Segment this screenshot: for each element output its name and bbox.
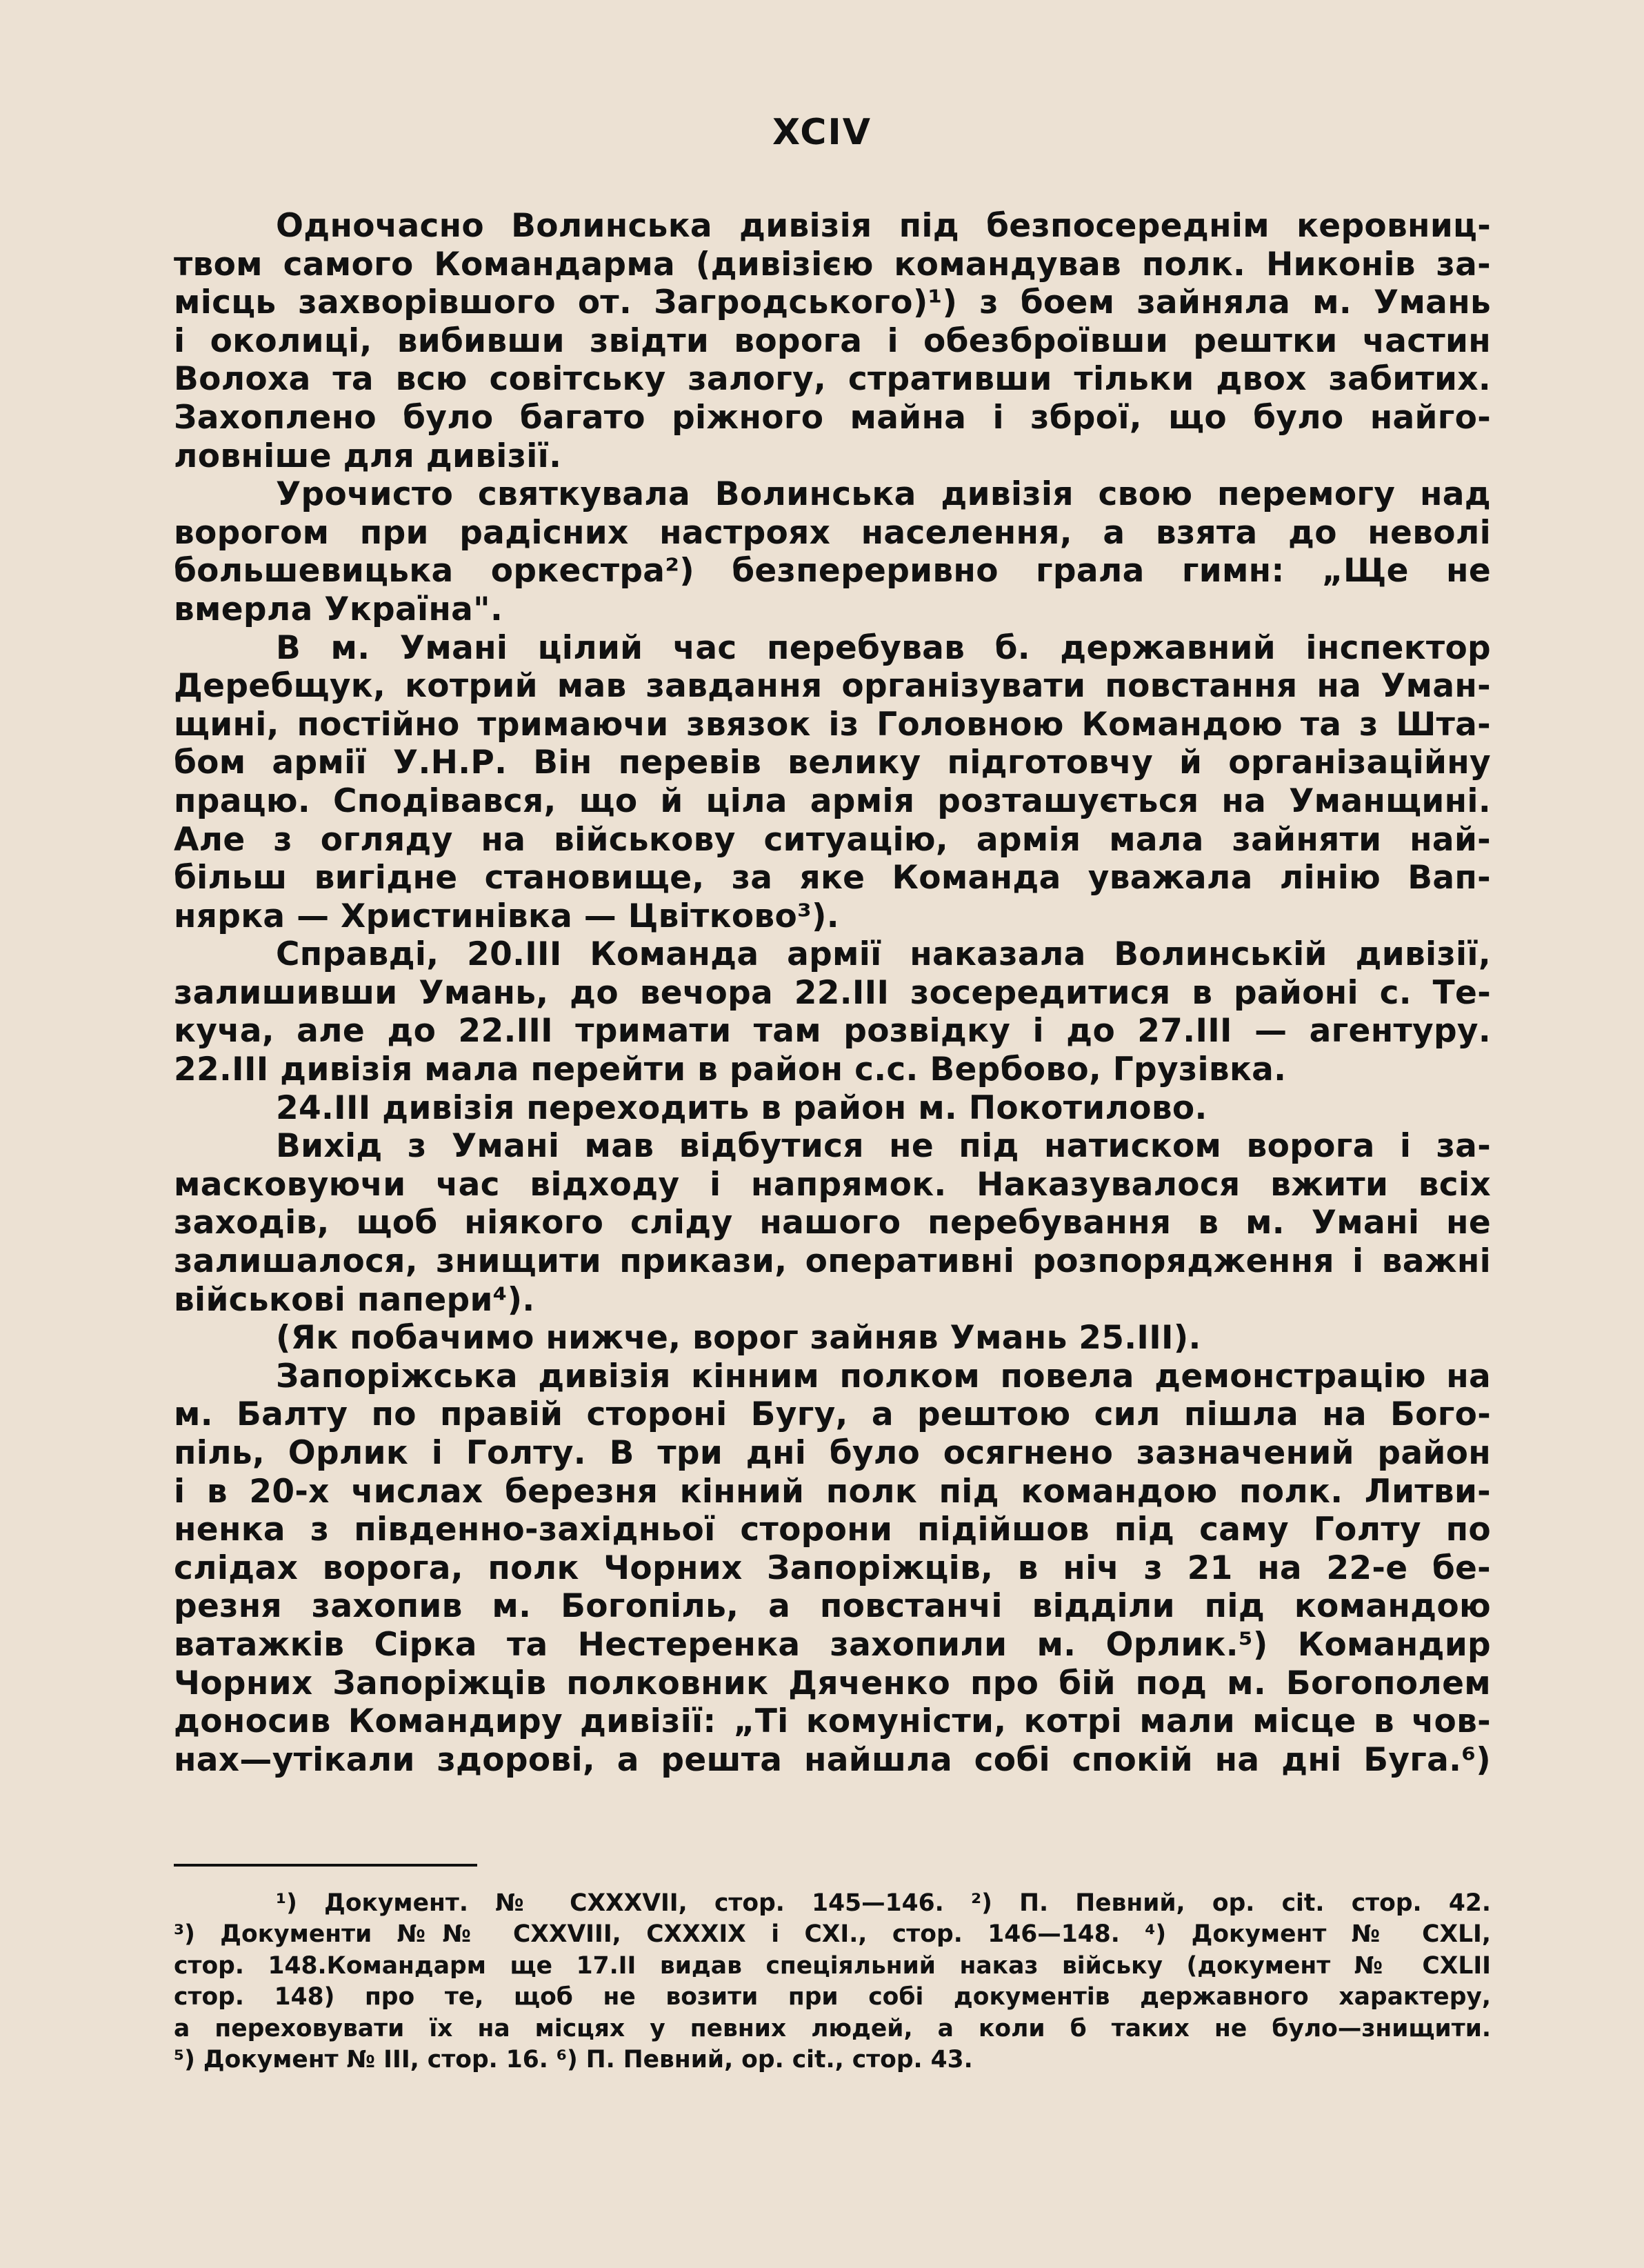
footnote-separator	[174, 1864, 477, 1867]
text-line: Захоплено було багато ріжного майна і зброї, що було найго-	[174, 398, 1491, 437]
text-line: Справді, 20.III Команда армії наказала Волинській дивізії,	[276, 935, 1491, 974]
text-line: ватажків Сірка та Нестеренка захопили м. Орлик.⁵) Командир	[174, 1625, 1491, 1664]
text-line: більш вигідне становище, за яке Команда уважала лінію Вап-	[174, 859, 1491, 897]
footnote-line: ¹) Документ. № CXXXVII, стор. 145—146. ²) П. Певний, ор. cit. стор. 42.	[276, 1889, 1491, 1917]
text-line: ненка з південно-західньої сторони підійшов під саму Голту по	[174, 1511, 1491, 1549]
text-line: 24.III дивізія переходить в район м. Покотилово.	[276, 1088, 1207, 1127]
body-text	[174, 207, 1491, 1779]
text-line: військові папери⁴).	[174, 1280, 535, 1319]
text-line: нярка — Христинівка — Цвітково³).	[174, 897, 839, 935]
text-line: слідах ворога, полк Чорних Запоріжців, в ніч з 21 на 22-е бе-	[174, 1549, 1491, 1587]
text-line: нах—утікали здорові, а решта найшла собі спокій на дні Буга.⁶)	[174, 1740, 1491, 1779]
text-line: Але з огляду на військову ситуацію, армія мала зайняти най-	[174, 820, 1491, 859]
text-line: Чорних Запоріжців полковник Дяченко про бій под м. Богополем	[174, 1664, 1491, 1702]
text-line: резня захопив м. Богопіль, а повстанчі відділи під командою	[174, 1587, 1491, 1626]
text-line: 22.III дивізія мала перейти в район с.с. Вербово, Грузівка.	[174, 1051, 1287, 1089]
footnote-line: стор. 148) про те, щоб не возити при собі документів державного характеру,	[174, 1983, 1491, 2011]
text-line: залишивши Умань, до вечора 22.III зосередитися в районі с. Те-	[174, 973, 1491, 1012]
text-line: Волоха та всю совітську залогу, стративши тільки двох забитих.	[174, 360, 1491, 399]
text-line: місць захворівшого от. Загродського)¹) з боем зайняла м. Умань	[174, 284, 1491, 322]
text-line: большевицька оркестра²) безпереривно грала гимн: „Ще не	[174, 552, 1491, 590]
page-number: XCIV	[772, 112, 872, 153]
text-line: Одночасно Волинська дивізія під безпосереднім керовниц-	[276, 207, 1491, 245]
text-line: доносив Командиру дивізії: „Ті комуністи, котрі мали місце в чов-	[174, 1702, 1491, 1741]
text-line: Урочисто святкувала Волинська дивізія свою перемогу над	[276, 475, 1491, 514]
text-line: і в 20-х числах березня кінний полк під командою полк. Литви-	[174, 1472, 1491, 1511]
text-line: вмерла Україна".	[174, 590, 503, 628]
text-line: піль, Орлик і Голту. В три дні було осягнено зазначений район	[174, 1434, 1491, 1472]
text-line: ловніше для дивізії.	[174, 437, 562, 475]
footnote-line: ⁵) Документ № III, стор. 16. ⁶) П. Певний, ор. cit., стор. 43.	[174, 2045, 973, 2073]
footnote-line: а переховувати їх на місцях у певних людей, а коли б таких не було—знищити.	[174, 2014, 1491, 2042]
footnote-line: ³) Документи №№ CXXVIII, CXXXIX і CXI., стор. 146—148. ⁴) Документ № CXLI,	[174, 1920, 1491, 1949]
text-line: заходів, щоб ніякого сліду нашого перебування в м. Умані не	[174, 1204, 1491, 1242]
text-line: Вихід з Умані мав відбутися не під натиском ворога і за-	[276, 1127, 1491, 1166]
text-line: працю. Сподівався, що й ціла армія розташується на Уманщині.	[174, 782, 1491, 820]
text-line: ворогом при радісних настроях населення, а взята до неволі	[174, 513, 1491, 552]
text-line: куча, але до 22.III тримати там розвідку і до 27.III — агентуру.	[174, 1012, 1491, 1051]
text-line: твом самого Командарма (дивізією командував полк. Никонів за-	[174, 245, 1491, 284]
text-line: залишалося, знищити прикази, оперативні розпорядження і важні	[174, 1242, 1491, 1281]
text-line: бом армії У.Н.Р. Він перевів велику підготовчу й організаційну	[174, 744, 1491, 782]
text-line: масковуючи час відходу і напрямок. Наказувалося вжити всіх	[174, 1165, 1491, 1204]
footnotes	[174, 1888, 1491, 2076]
text-line: (Як побачимо нижче, ворог зайняв Умань 25.III).	[276, 1319, 1201, 1357]
text-line: м. Балту по правій стороні Бугу, а рештою сил пішла на Бого-	[174, 1395, 1491, 1434]
text-line: щині, постійно тримаючи звязок із Головною Командою та з Шта-	[174, 705, 1491, 744]
text-line: і околиці, вибивши звідти ворога і обезброївши рештки частин	[174, 321, 1491, 360]
text-line: Запоріжська дивізія кінним полком повела демонстрацію на	[276, 1357, 1491, 1395]
footnote-line: стор. 148.Командарм ще 17.II видав спеціяльний наказ війську (документ № CXLII	[174, 1951, 1491, 1980]
text-line: В м. Умані цілий час перебував б. державний інспектор	[276, 628, 1491, 667]
text-line: Деребщук, котрий мав завдання організувати повстання на Уман-	[174, 667, 1491, 706]
